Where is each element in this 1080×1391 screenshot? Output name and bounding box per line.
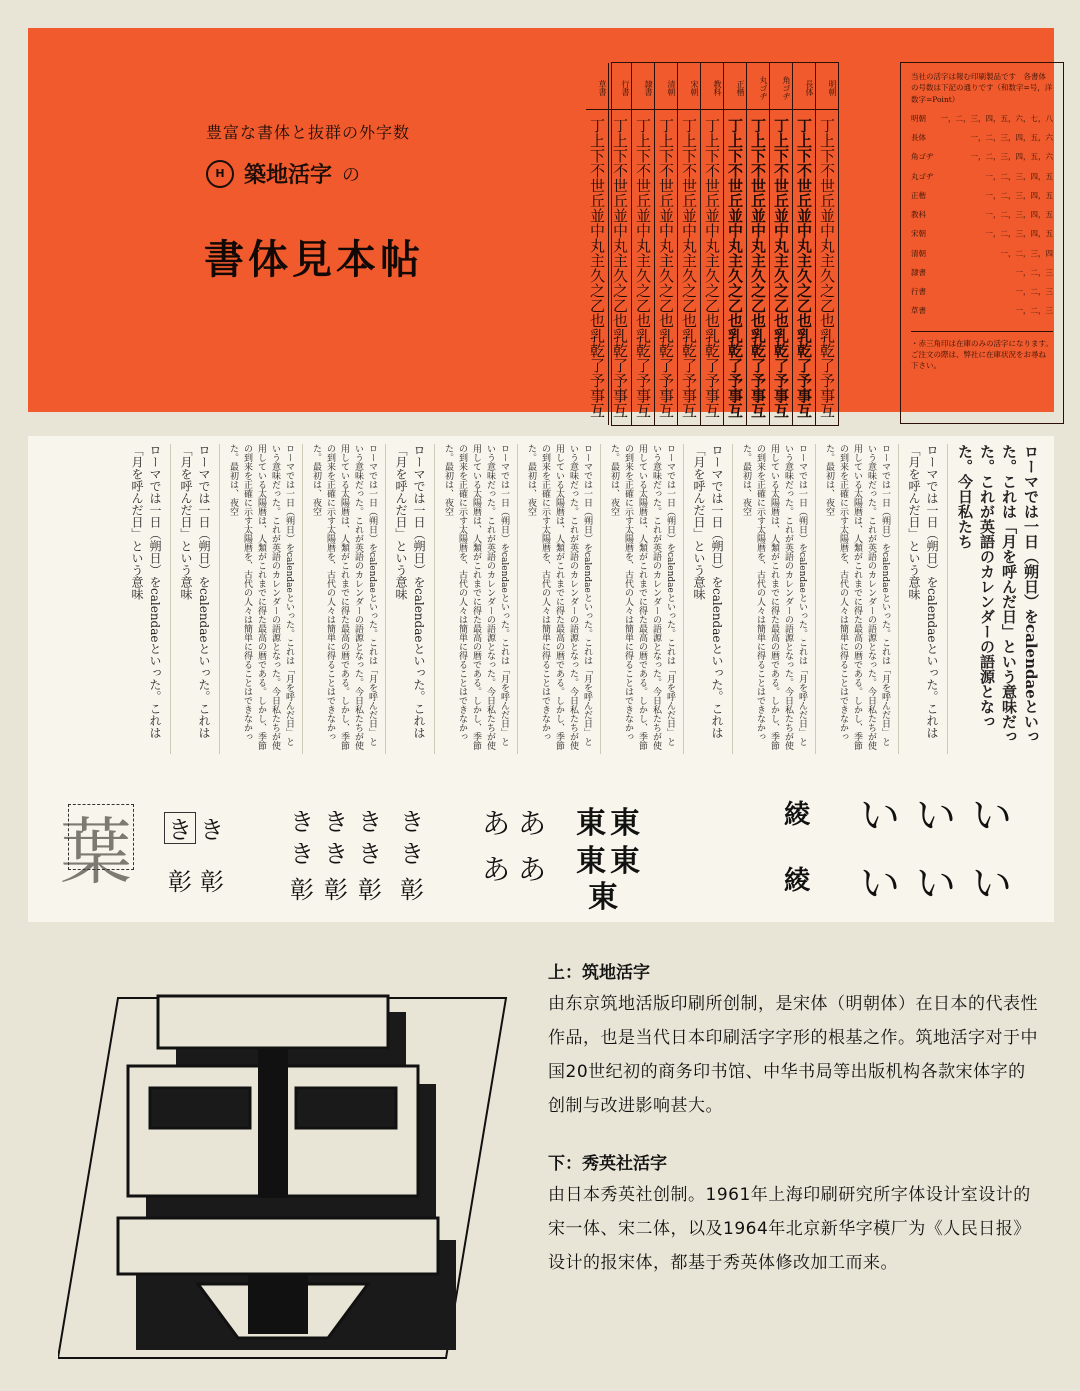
glyph-i-2: い bbox=[916, 793, 956, 839]
legend-row-label: 丸ゴヂ bbox=[911, 171, 934, 181]
glyph-i-6: い bbox=[972, 861, 1012, 907]
typeface-table bbox=[588, 62, 839, 426]
caption-heading-tsukiji: 上：筑地活字 bbox=[548, 963, 650, 983]
typeface-column-glyphs: 丁上下不世丘並中丸主久之乙也乳乾了予事互 bbox=[588, 118, 606, 418]
vertical-text-column: ローマでは一日（朔日）をcalendaeといった。これは「月を呼んだ日」という意味だった。これが英語のカレンダーの語源となった。今日私たちが使用している太陽暦は、人類がこれまでに得た最高の暦である。しかし、季節の到来を正確に示す太陽暦を、古代の人々は簡単に得ることはできなかった。最初は、夜空 bbox=[609, 444, 675, 750]
legend-row-label: 清朝 bbox=[911, 248, 926, 258]
legend-row bbox=[911, 286, 1053, 297]
caption-body-shueisha: 由日本秀英社创制。1961年上海印刷研究所字体设计室设计的宋一体、宋二体，以及1964年北京新华字模厂为《人民日报》设计的报宋体，都基于秀英体修改加工而来。 bbox=[548, 1185, 1031, 1273]
vertical-text-column: ローマでは一日（朔日）をcalendaeといった。これは「月を呼んだ日」という意味 bbox=[907, 444, 939, 739]
size-legend bbox=[900, 62, 1064, 424]
vertical-text-column: ローマでは一日（朔日）をcalendaeといった。これは「月を呼んだ日」という意味だった。これが英語のカレンダーの語源となった。今日私たちが使用している太陽暦は、人類がこれまでに得た最高の暦である。しかし、季節の到来を正確に示す太陽暦を、古代の人々は簡単に得ることはできなかった。最初は、夜空 bbox=[526, 444, 592, 750]
legend-row-value: 一，二，三 bbox=[1015, 287, 1053, 296]
glyph-ye-frame bbox=[68, 804, 134, 870]
typeface-column bbox=[746, 63, 769, 425]
legend-row bbox=[911, 151, 1053, 162]
column-divider bbox=[600, 444, 601, 754]
vertical-text-column: ローマでは一日（朔日）をcalendaeといった。これは「月を呼んだ日」という意味 bbox=[692, 444, 724, 739]
typeface-column-head: 丸ゴヂ bbox=[747, 63, 769, 110]
glyph-ki-6: き bbox=[400, 808, 424, 836]
legend-row-value: 一，二，三，四，五，六 bbox=[970, 152, 1053, 162]
glyph-dong-5: 東 bbox=[588, 880, 618, 915]
glyph-ki-9: き bbox=[358, 840, 382, 868]
vertical-text-column: ローマでは一日（朔日）をcalendaeといった。これは「月を呼んだ日」という意味だった。これが英語のカレンダーの語源となった。今日私たちが使用している太陽暦は、人類がこれまでに得た最高の暦である。しかし、季節の到来を正確に示す太陽暦を、古代の人々は簡単に得ることはできなかった。最初は、夜空 bbox=[443, 444, 509, 750]
typeface-column bbox=[586, 63, 608, 425]
typeface-column-head: 宋朝 bbox=[678, 63, 700, 110]
legend-row-label: 隷書 bbox=[911, 267, 926, 277]
glyph-ki-10: き bbox=[400, 840, 424, 868]
specimen-subtitle: 豊富な書体と抜群の外字数 bbox=[206, 123, 411, 142]
typeface-column bbox=[631, 63, 654, 425]
vertical-text-column: ローマでは一日（朔日）をcalendaeといった。これは「月を呼んだ日」という意味だった。これが英語のカレンダーの語源となった。今日私たちが使用している太陽暦は、人類がこれまでに得た最高の暦である。しかし、季節の到来を正確に示す太陽暦を、古代の人々は簡単に得ることはできなかった。最初は、夜空 bbox=[311, 444, 377, 750]
legend-row-value: 一，二，三，四，五 bbox=[985, 229, 1053, 239]
vertical-text-column: ローマでは一日（朔日）をcalendaeといった。これは「月を呼んだ日」という意味だった。これが英語のカレンダーの語源となった。今日私たちが使用している太陽暦は、人類がこれまでに得た最高の暦である。しかし、季節の到来を正確に示す太陽暦を、古代の人々は簡単に得ることはできなかった。最初は、夜空 bbox=[824, 444, 890, 750]
glyph-ye: 葉 bbox=[60, 810, 133, 894]
column-divider bbox=[302, 444, 303, 754]
typeface-column bbox=[677, 63, 700, 425]
legend-row-value: 一，二，三，四，五 bbox=[985, 210, 1053, 219]
glyph-dong-4: 東 bbox=[610, 844, 640, 879]
glyph-a-1: あ bbox=[482, 807, 511, 840]
vertical-text-column: ローマでは一日（朔日）をcalendaeといった。これは「月を呼んだ日」という意味だった。これが英語のカレンダーの語源となった。今日私たちが使用している太陽暦は、人類がこれまでに得た最高の暦である。しかし、季節の到来を正確に示す太陽暦を、古代の人々は簡単に得ることはできなかった。最初は、夜空 bbox=[741, 444, 807, 750]
legend-row bbox=[911, 267, 1053, 278]
legend-row-label: 明朝 bbox=[911, 113, 926, 123]
legend-row-value: 一，二，三 bbox=[1015, 267, 1053, 277]
glyph-i-1: い bbox=[860, 793, 900, 839]
vertical-text-column: ローマでは一日（朔日）をcalendaeといった。これは「月を呼んだ日」という意味だった。これが英語のカレンダーの語源となった。今日私たち bbox=[956, 444, 1040, 744]
typeface-column-head: 草書 bbox=[586, 63, 608, 110]
typeface-column-glyphs: 丁上下不世丘並中丸主久之乙也乳乾了予事互 bbox=[703, 118, 721, 418]
legend-rows bbox=[911, 113, 1053, 317]
legend-row bbox=[911, 248, 1053, 259]
legend-row bbox=[911, 305, 1053, 316]
typeface-column-head: 正楷 bbox=[724, 63, 746, 110]
shueisha-specimen-panel bbox=[28, 436, 1054, 922]
specimen-brand bbox=[206, 158, 360, 189]
vertical-text-column: ローマでは一日（朔日）をcalendaeといった。これは「月を呼んだ日」という意味 bbox=[179, 444, 211, 739]
legend-row-value: 一，二，三 bbox=[1015, 306, 1053, 316]
vertical-text-columns bbox=[28, 436, 1054, 762]
typeface-column bbox=[654, 63, 677, 425]
glyph-dong-3: 東 bbox=[576, 844, 606, 879]
legend-row-label: 行書 bbox=[911, 287, 926, 296]
legend-row-label: 角ゴヂ bbox=[911, 152, 934, 162]
glyph-ki-4: き bbox=[324, 808, 348, 836]
typeface-column-head: 隷書 bbox=[632, 63, 654, 110]
legend-row-label: 草書 bbox=[911, 306, 926, 316]
glyph-ling-1: 綾 bbox=[784, 800, 811, 830]
brand-suffix: の bbox=[342, 164, 361, 186]
typeface-column bbox=[700, 63, 723, 425]
typeface-column-head: 清朝 bbox=[655, 63, 677, 110]
legend-row-value: 一，二，三，四 bbox=[1000, 248, 1053, 258]
legend-row bbox=[911, 171, 1053, 182]
legend-row-value: 一，二，三，四，五 bbox=[985, 190, 1053, 200]
caption-block bbox=[548, 958, 1038, 1280]
glyph-a-3: あ bbox=[482, 853, 511, 886]
typeface-column-head: 長体 bbox=[793, 63, 815, 110]
glyph-ki-8: き bbox=[324, 840, 348, 868]
caption-body-tsukiji: 由东京筑地活版印刷所创制，是宋体（明朝体）在日本的代表性作品，也是当代日本印刷活字字形的根基之作。筑地活字对于中国20世纪初的商务印书馆、中华书局等出版机构各款宋体字的创制与改进影响甚大。 bbox=[548, 994, 1038, 1116]
typeface-column bbox=[769, 63, 792, 425]
legend-row-label: 宋朝 bbox=[911, 229, 926, 239]
typeface-column-glyphs: 丁上下不世丘並中丸主久之乙也乳乾了予事互 bbox=[611, 118, 629, 418]
typeface-column-glyphs: 丁上下不世丘並中丸主久之乙也乳乾了予事互 bbox=[749, 118, 767, 418]
glyph-i-5: い bbox=[916, 861, 956, 907]
column-divider bbox=[732, 444, 733, 754]
typeface-column bbox=[815, 63, 838, 425]
vertical-text-column: ローマでは一日（朔日）をcalendaeといった。これは「月を呼んだ日」という意味 bbox=[394, 444, 426, 739]
glyph-zhang-3: 彰 bbox=[290, 876, 314, 904]
glyph-ki-5: き bbox=[358, 808, 382, 836]
specimen-title: 書体見本帖 bbox=[204, 236, 424, 283]
column-divider bbox=[683, 444, 684, 754]
typeface-column-glyphs: 丁上下不世丘並中丸主久之乙也乳乾了予事互 bbox=[772, 118, 790, 418]
column-divider bbox=[170, 444, 171, 754]
legend-row bbox=[911, 209, 1053, 220]
legend-row bbox=[911, 190, 1053, 201]
typeface-column-head: 行書 bbox=[609, 63, 631, 110]
legend-row-value: 一，二，三，四，五，六 bbox=[970, 133, 1053, 142]
glyph-a-2: あ bbox=[518, 807, 547, 840]
legend-row-label: 教科 bbox=[911, 210, 926, 219]
typeface-column bbox=[792, 63, 815, 425]
typeface-column-glyphs: 丁上下不世丘並中丸主久之乙也乳乾了予事互 bbox=[818, 118, 836, 418]
glyph-ki-1: き bbox=[168, 816, 192, 844]
vertical-text-column: ローマでは一日（朔日）をcalendaeといった。これは「月を呼んだ日」という意味だった。これが英語のカレンダーの語源となった。今日私たちが使用している太陽暦は、人類がこれまでに得た最高の暦である。しかし、季節の到来を正確に示す太陽暦を、古代の人々は簡単に得ることはできなかった。最初は、夜空 bbox=[228, 444, 294, 750]
extruded-character-icon bbox=[58, 988, 512, 1368]
typeface-column-glyphs: 丁上下不世丘並中丸主久之乙也乳乾了予事互 bbox=[657, 118, 675, 418]
legend-row bbox=[911, 132, 1053, 143]
column-divider bbox=[815, 444, 816, 754]
column-divider bbox=[434, 444, 435, 754]
legend-title: 当社の活字は報む印刷製品です 各書体の号数は下記の通りです（和数字=号，洋数字=Point） bbox=[911, 72, 1053, 104]
glyph-zhang-5: 彰 bbox=[358, 876, 382, 904]
glyph-sample-row bbox=[28, 772, 1054, 916]
typeface-column bbox=[723, 63, 746, 425]
vertical-text-column: ローマでは一日（朔日）をcalendaeといった。これは「月を呼んだ日」という意味 bbox=[130, 444, 162, 739]
legend-row-label: 長体 bbox=[911, 133, 926, 142]
glyph-i-4: い bbox=[860, 861, 900, 907]
glyph-zhang-2: 彰 bbox=[200, 868, 224, 896]
typeface-column-glyphs: 丁上下不世丘並中丸主久之乙也乳乾了予事互 bbox=[634, 118, 652, 418]
legend-note: ・赤三角印は在庫のみの活字になります。ご注文の際は、弊社に在庫状況をお尋ね下さい。 bbox=[911, 331, 1053, 372]
column-divider bbox=[517, 444, 518, 754]
typeface-column-glyphs: 丁上下不世丘並中丸主久之乙也乳乾了予事互 bbox=[795, 118, 813, 418]
legend-row bbox=[911, 113, 1053, 124]
typeface-column-head: 明朝 bbox=[816, 63, 838, 110]
brand-name: 築地活字 bbox=[244, 162, 333, 188]
typeface-column-head: 教科 bbox=[701, 63, 723, 110]
glyph-a-4: あ bbox=[518, 853, 547, 886]
glyph-zhang-4: 彰 bbox=[324, 876, 348, 904]
tsukiji-logo-icon: H bbox=[206, 160, 234, 188]
legend-row-label: 正楷 bbox=[911, 190, 926, 200]
glyph-ling-2: 綾 bbox=[784, 866, 811, 896]
glyph-dong-1: 東 bbox=[576, 806, 606, 841]
column-divider bbox=[385, 444, 386, 754]
tsukiji-specimen-panel bbox=[28, 28, 1054, 418]
legend-row-value: 一，二，三，四，五 bbox=[985, 171, 1053, 181]
glyph-zhang-1: 彰 bbox=[168, 868, 192, 896]
glyph-ki-3: き bbox=[290, 808, 314, 836]
typeface-column bbox=[608, 63, 631, 425]
glyph-i-3: い bbox=[972, 793, 1012, 839]
typeface-column-head: 角ゴヂ bbox=[770, 63, 792, 110]
glyph-zhang-6: 彰 bbox=[400, 876, 424, 904]
typeface-column-glyphs: 丁上下不世丘並中丸主久之乙也乳乾了予事互 bbox=[680, 118, 698, 418]
column-divider bbox=[219, 444, 220, 754]
glyph-ki-7: き bbox=[290, 840, 314, 868]
column-divider bbox=[947, 444, 948, 754]
legend-row bbox=[911, 228, 1053, 239]
glyph-ki-2: き bbox=[200, 816, 224, 844]
column-divider bbox=[898, 444, 899, 754]
glyph-dong-2: 東 bbox=[610, 806, 640, 841]
legend-row-value: 一，二，三，四，五，六，七，八 bbox=[940, 113, 1053, 123]
typeface-column-glyphs: 丁上下不世丘並中丸主久之乙也乳乾了予事互 bbox=[726, 118, 744, 418]
caption-heading-shueisha: 下：秀英社活字 bbox=[548, 1154, 667, 1174]
